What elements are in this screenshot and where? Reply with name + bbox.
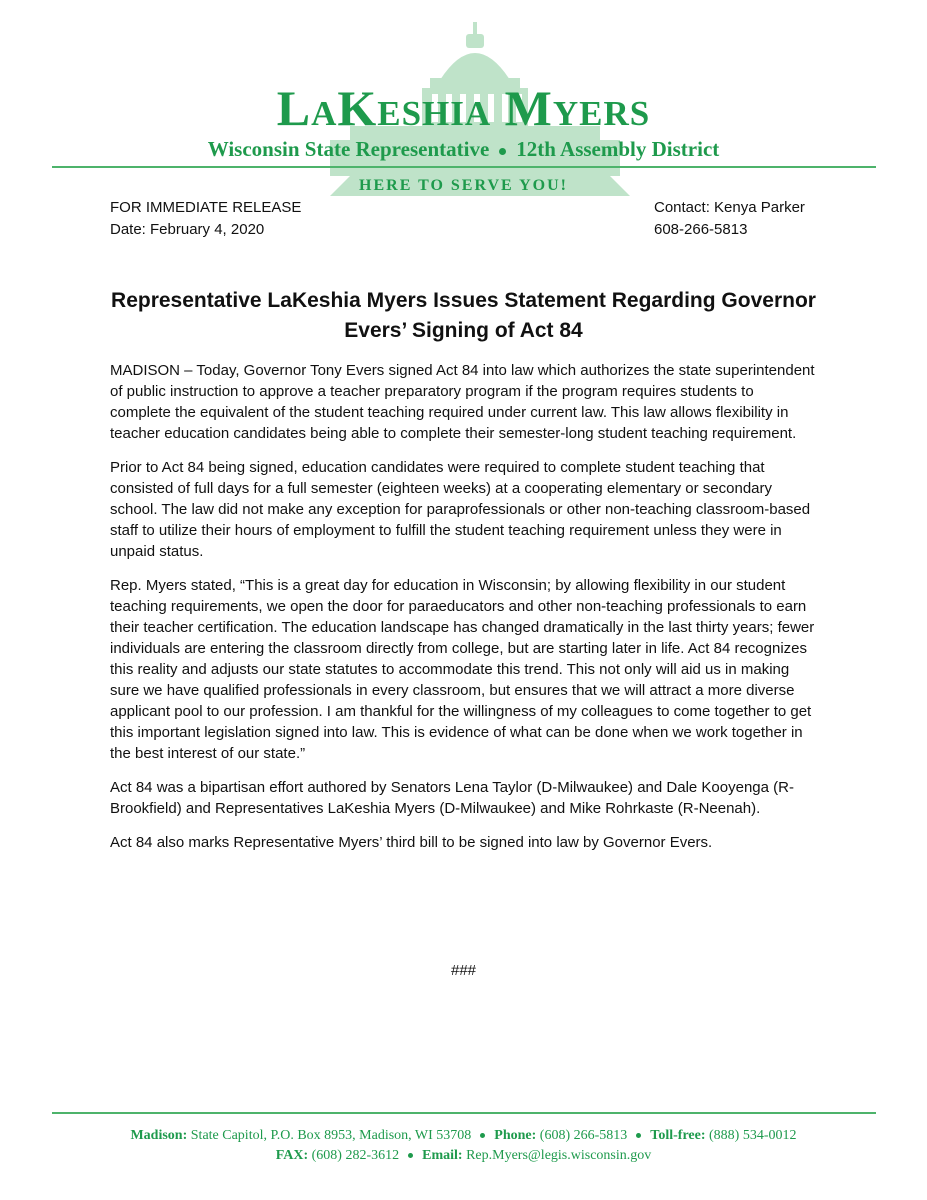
letterhead-subtitle [0,136,927,162]
paragraph: Prior to Act 84 being signed, education candidates were required to complete student teaching that consisted of full days for a full semester (eighteen weeks) at a cooperating elementary or secondary school. The law did not make any exception for paraprofessionals or other non-teaching classroom-based staff to utilize their hours of employment to fulfill the student teaching requirement unless they were in unpaid status. [110,459,811,560]
letterhead-name: LaKeshia Myers [276,80,651,136]
release-date: Date: February 4, 2020 [110,221,265,238]
letterhead [0,0,927,200]
release-info [110,197,301,241]
letterhead-district: 12th Assembly District [516,137,720,161]
footer-tollfree-label: Toll-free: [650,1128,706,1143]
footer-fax-label: FAX: [275,1148,309,1163]
footer-address: State Capitol, P.O. Box 8953, Madison, WI 53708 [190,1128,472,1143]
paragraph: Act 84 was a bipartisan effort authored by Senators Lena Taylor (D-Milwaukee) and Dale Kooyenga (R-Brookfield) and Representatives LaKeshia Myers (D-Milwaukee) and Mike Rohrkaste (R-Neenah). [110,779,794,817]
bullet-icon [636,1133,641,1138]
letterhead-tagline: HERE TO SERVE YOU! [359,177,568,194]
paragraph: Rep. Myers stated, “This is a great day for education in Wisconsin; by allowing flexibility in our student teaching requirements, we open the door for paraeducators and other non-teaching professionals to earn their teacher certification. The education landscape has changed dramatically in the last thirty years; fewer individuals are entering the classroom directly from college, but are starting later in life. Act 84 recognizes this reality and adjusts our state statutes to accommodate this trend. This not only will aid us in making sure we have qualified professionals in every classroom, but ensures that we will attract a more diverse applicant pool to our profession. I am thankful for the willingness of my colleagues to come together to get this important legislation signed into law. This is evidence of what can be done when we work together in the best interest of our state.” [110,577,815,762]
end-mark: ### [450,962,477,979]
footer-phone-label: Phone: [494,1128,537,1143]
footer-madison-label: Madison: [130,1128,188,1143]
footer-phone: (608) 266-5813 [539,1128,628,1143]
contact-name: Contact: Kenya Parker [654,199,805,216]
footer-divider [52,1112,876,1114]
paragraph: MADISON – Today, Governor Tony Evers signed Act 84 into law which authorizes the state superintendent of public instruction to approve a teacher preparatory program if the program requires students to complete the equivalent of the student teaching required under current law. This law allows flexibility in teacher education candidates being able to complete their semester-long student teaching requirement. [110,362,815,442]
press-release-body [110,360,818,866]
bullet-icon [480,1133,485,1138]
contact-phone: 608-266-5813 [654,221,748,238]
paragraph: Act 84 also marks Representative Myers’ third bill to be signed into law by Governor Evers. [110,834,713,851]
release-label: FOR IMMEDIATE RELEASE [110,199,302,216]
footer-line-2 [0,1146,927,1166]
contact-info [654,197,805,241]
footer-line-1 [0,1126,927,1146]
footer-email-label: Email: [422,1148,463,1163]
footer-fax: (608) 282-3612 [311,1148,400,1163]
footer-tollfree: (888) 534-0012 [709,1128,797,1143]
letterhead-title: Wisconsin State Representative [207,137,490,161]
letterhead-divider [52,166,876,168]
bullet-icon [499,148,506,155]
bullet-icon [408,1153,413,1158]
footer-email: Rep.Myers@legis.wisconsin.gov [466,1148,652,1163]
page-title: Representative LaKeshia Myers Issues Statement Regarding Governor Evers’ Signing of Act 84 [111,289,816,342]
